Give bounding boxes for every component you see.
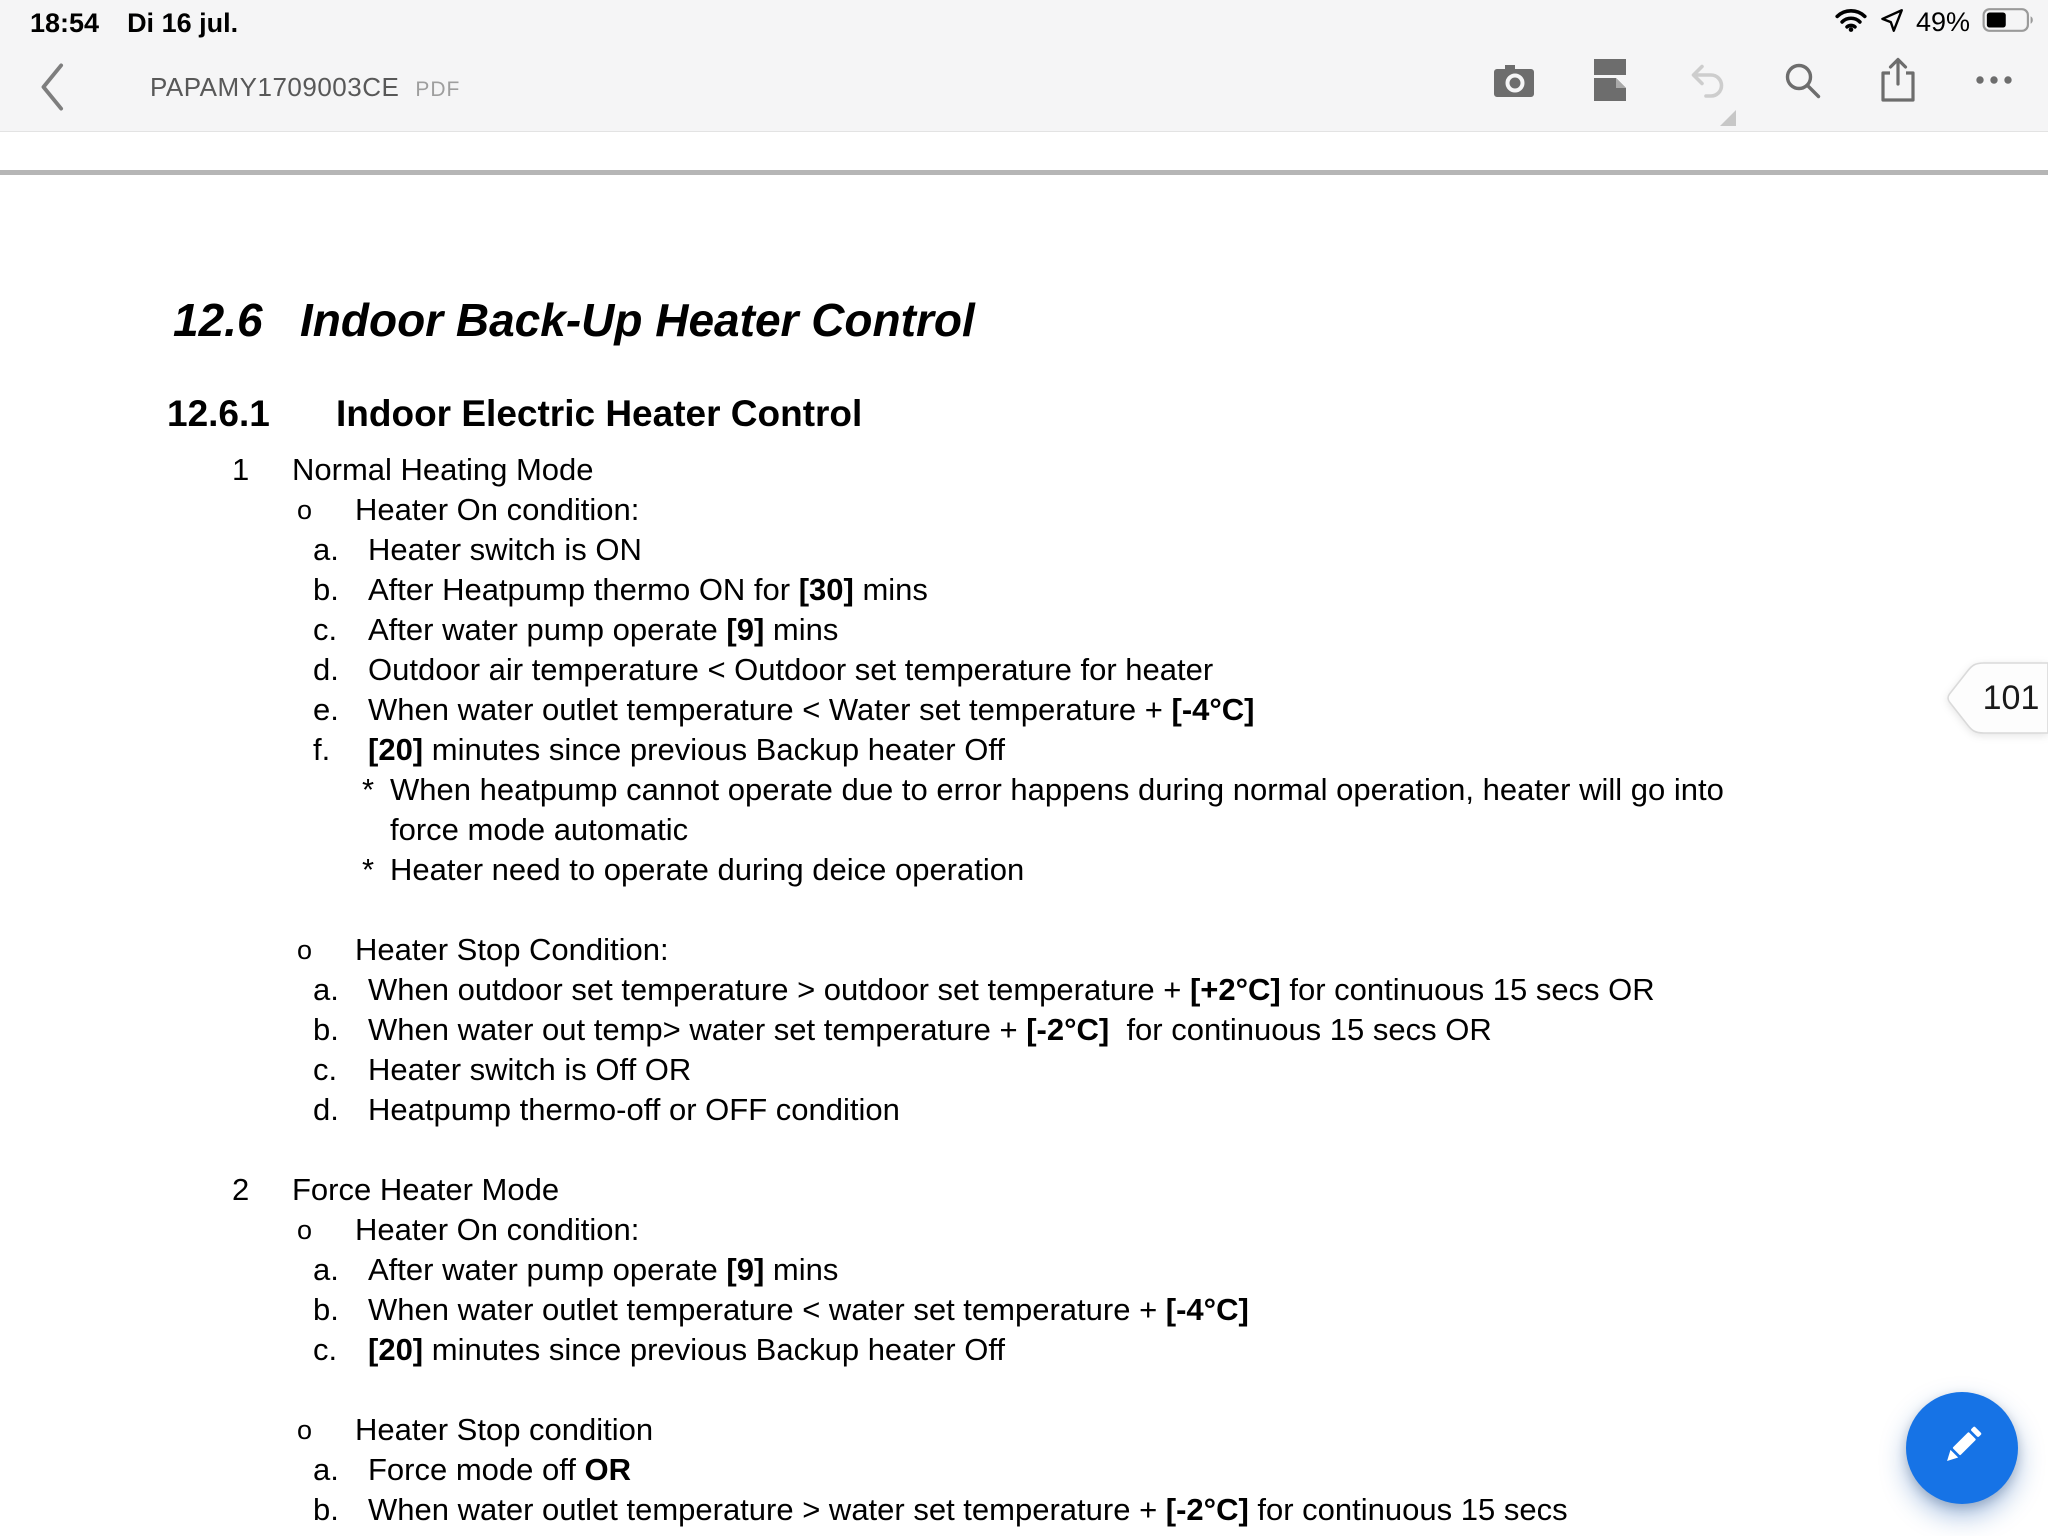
page-number-indicator[interactable] [1944, 661, 2048, 735]
more-icon [1972, 58, 2016, 107]
list-marker: 2 [232, 1172, 250, 1207]
list-text: When water outlet temperature > water set temperature + [-2°C] for continuous 15 secs [368, 1492, 1568, 1527]
list-marker: c. [313, 1052, 338, 1087]
list-text: Outdoor air temperature < Outdoor set temperature for heater [368, 652, 1214, 687]
list-marker: d. [313, 1092, 339, 1127]
search-button[interactable] [1780, 58, 1824, 106]
list-marker: c. [313, 1332, 338, 1367]
document-lines [0, 450, 1960, 1530]
list-marker: * [362, 852, 375, 887]
list-text: Heater On condition: [355, 492, 640, 527]
list-line [0, 650, 1960, 690]
document-type-badge: PDF [415, 78, 461, 101]
subsection-heading [167, 390, 862, 438]
list-marker: o [297, 935, 313, 965]
list-marker: a. [313, 532, 339, 567]
list-line [0, 690, 1960, 730]
line-spacer [0, 1370, 1960, 1410]
list-marker: 1 [232, 452, 250, 487]
list-marker: o [297, 1215, 313, 1245]
line-spacer [0, 890, 1960, 930]
list-marker: b. [313, 1292, 339, 1327]
wifi-icon [1835, 8, 1867, 37]
pencil-icon [1936, 1420, 1988, 1477]
list-marker: c. [313, 612, 338, 647]
status-bar-right [1835, 7, 2036, 38]
battery-percent: 49% [1915, 7, 1970, 37]
clock: 18:54 [30, 8, 100, 38]
list-line [0, 490, 1960, 530]
list-line [0, 1490, 1960, 1530]
list-line [0, 930, 1960, 970]
section-number: 12.6 [173, 294, 263, 346]
list-text: When heatpump cannot operate due to error happens during normal operation, heater will go into force mode automatic [390, 772, 1724, 847]
list-text: Force mode off OR [368, 1452, 632, 1487]
list-marker: * [362, 772, 375, 807]
list-line [0, 970, 1960, 1010]
list-text: [20] minutes since previous Backup heater Off [368, 732, 1005, 767]
list-marker: b. [313, 572, 339, 607]
list-text: When water out temp> water set temperature + [-2°C] for continuous 15 secs OR [368, 1012, 1492, 1047]
list-marker: o [297, 495, 313, 525]
list-line [0, 850, 1960, 890]
list-line [0, 770, 1960, 850]
list-line [0, 570, 1960, 610]
list-text: Force Heater Mode [292, 1172, 560, 1207]
list-marker: a. [313, 972, 339, 1007]
list-text: When outdoor set temperature > outdoor set temperature + [+2°C] for continuous 15 secs OR [368, 972, 1655, 1007]
document-title: PAPAMY1709003CE [150, 72, 400, 102]
list-line [0, 1410, 1960, 1450]
list-line [0, 450, 1960, 490]
chevron-left-icon [38, 99, 66, 116]
subsection-number: 12.6.1 [167, 393, 270, 434]
list-marker: d. [313, 652, 339, 687]
list-line [0, 1210, 1960, 1250]
list-text: Heater switch is ON [368, 532, 642, 567]
list-line [0, 1290, 1960, 1330]
list-marker: b. [313, 1012, 339, 1047]
share-button[interactable] [1876, 58, 1920, 106]
list-text: Heater Stop condition [355, 1412, 654, 1447]
list-text: [20] minutes since previous Backup heater Off [368, 1332, 1005, 1367]
list-marker: b. [313, 1492, 339, 1527]
share-icon [1877, 56, 1919, 109]
list-text: Normal Heating Mode [292, 452, 594, 487]
list-marker: e. [313, 692, 339, 727]
line-spacer [0, 1130, 1960, 1170]
subsection-title: Indoor Electric Heater Control [336, 393, 863, 434]
list-line [0, 1250, 1960, 1290]
list-text: Heater On condition: [355, 1212, 640, 1247]
list-line [0, 1010, 1960, 1050]
view-settings-icon [1591, 57, 1629, 108]
list-text: Heater Stop Condition: [355, 932, 669, 967]
top-bar [0, 0, 2048, 132]
list-line [0, 1330, 1960, 1370]
camera-button[interactable] [1492, 58, 1536, 106]
list-text: When water outlet temperature < water set temperature + [-4°C] [368, 1292, 1249, 1327]
list-text: After water pump operate [9] mins [368, 612, 839, 647]
list-marker: a. [313, 1452, 339, 1487]
annotate-fab[interactable] [1906, 1392, 2018, 1504]
undo-button[interactable] [1684, 58, 1728, 106]
list-text: After water pump operate [9] mins [368, 1252, 839, 1287]
undo-menu-corner-indicator [1720, 110, 1736, 126]
list-line [0, 1170, 1960, 1210]
list-line [0, 530, 1960, 570]
list-text: When water outlet temperature < Water set temperature + [-4°C] [368, 692, 1255, 727]
list-line [0, 1450, 1960, 1490]
list-marker: o [297, 1415, 313, 1445]
section-heading [173, 292, 975, 348]
page-number: 101 [1982, 678, 2040, 717]
search-icon [1780, 58, 1824, 107]
list-text: Heater switch is Off OR [368, 1052, 692, 1087]
list-line [0, 1090, 1960, 1130]
list-marker: a. [313, 1252, 339, 1287]
battery-icon [1982, 7, 2036, 38]
section-title: Indoor Back-Up Heater Control [300, 294, 975, 346]
list-line [0, 1050, 1960, 1090]
document-title-group [150, 72, 460, 103]
list-marker: f. [313, 732, 331, 767]
list-text: After Heatpump thermo ON for [30] mins [368, 572, 928, 607]
list-text: Heatpump thermo-off or OFF condition [368, 1092, 900, 1127]
location-arrow-icon [1879, 8, 1904, 38]
more-button[interactable] [1972, 58, 2016, 106]
back-button[interactable] [38, 62, 68, 112]
list-line [0, 730, 1960, 770]
page-top-edge [0, 170, 2048, 175]
camera-icon [1492, 60, 1536, 105]
view-settings-button[interactable] [1588, 58, 1632, 106]
list-text: Heater need to operate during deice operation [390, 852, 1025, 887]
toolbar-actions [1492, 58, 2016, 106]
list-line [0, 610, 1960, 650]
undo-icon [1684, 58, 1728, 107]
status-bar-left [30, 8, 238, 39]
status-date: Di 16 jul. [127, 8, 239, 38]
